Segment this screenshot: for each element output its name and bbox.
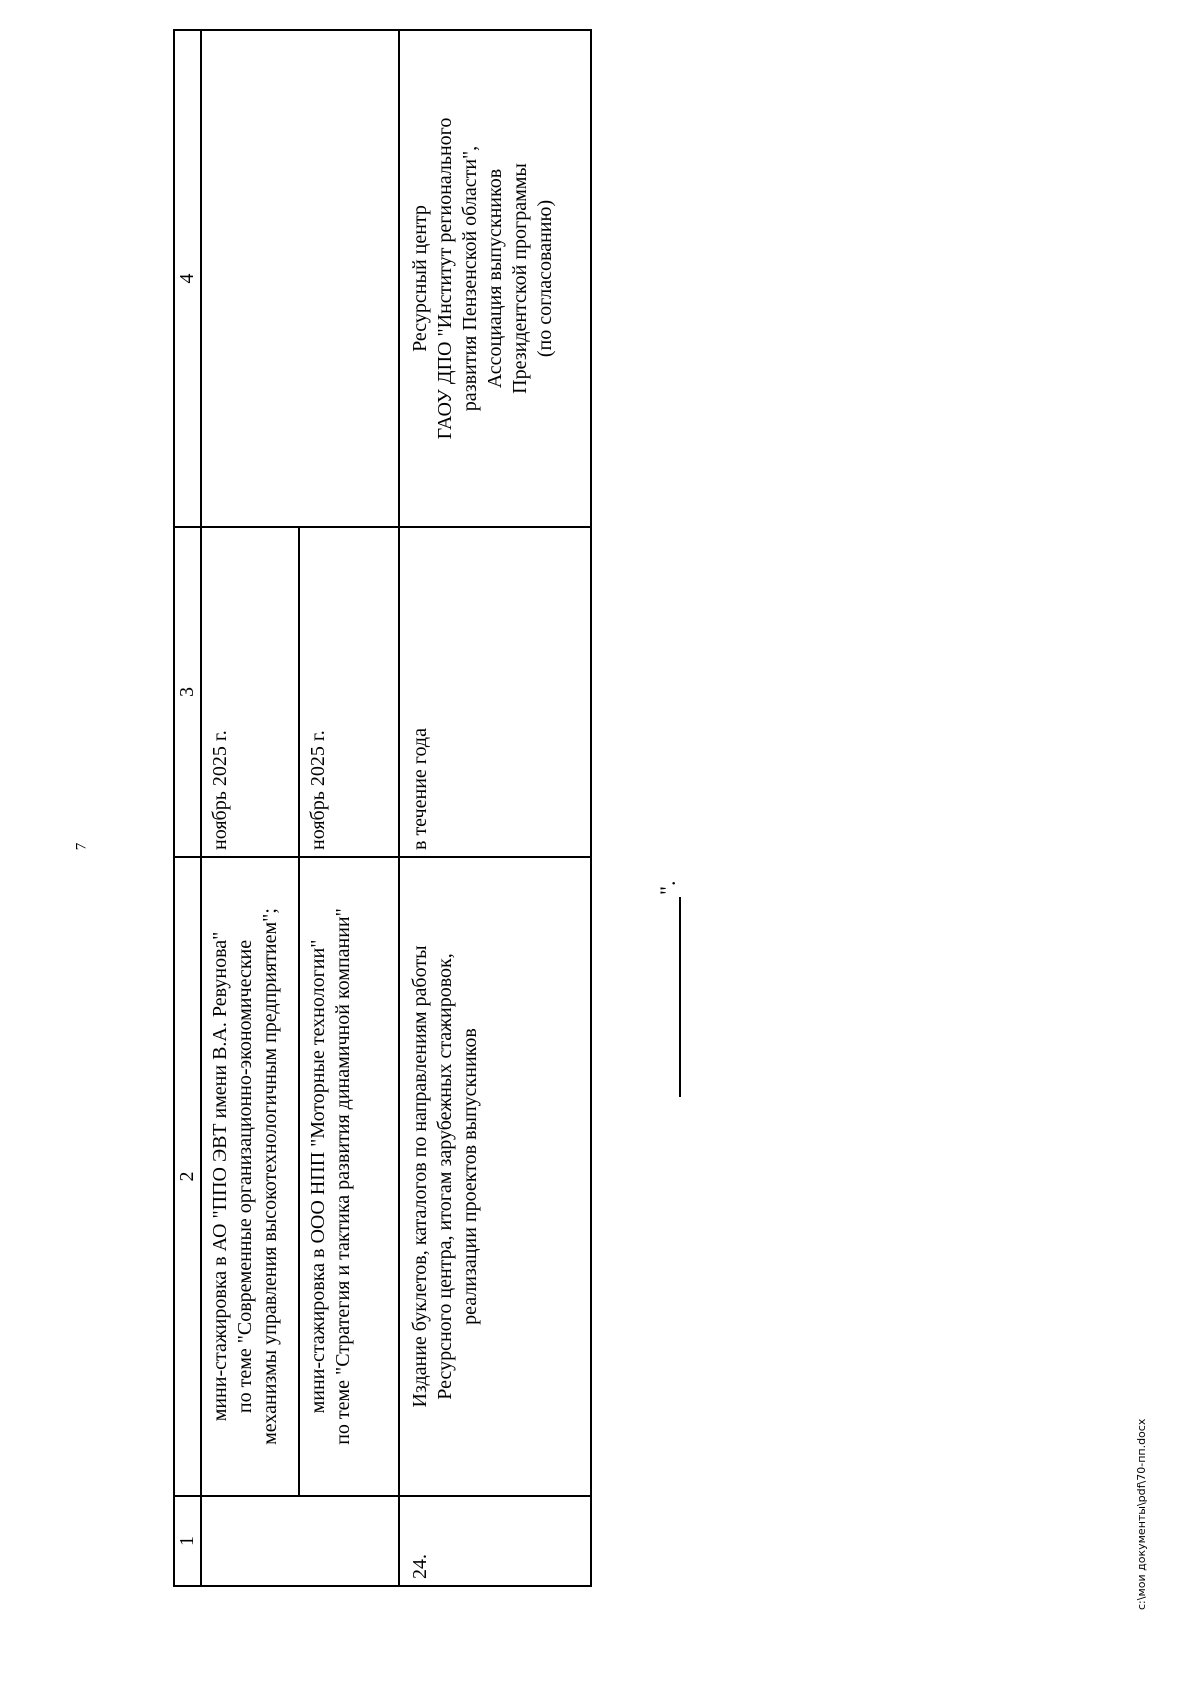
plan-table xyxy=(173,29,592,1587)
date-cell: в течение года xyxy=(399,527,591,857)
footer-file-path: c:\мои документы\pdf\70-пп.docx xyxy=(1135,1418,1148,1610)
header-col-2: 2 xyxy=(174,857,201,1496)
activity-line: Ресурсного центра, итогам зарубежных стажировок, xyxy=(434,953,456,1400)
activity-line: реализации проектов выпускников xyxy=(459,1028,481,1325)
executor-cell xyxy=(399,30,591,527)
executor-line: развития Пензенской области", xyxy=(459,145,481,412)
header-col-1: 1 xyxy=(174,1496,201,1586)
activity-line: по теме "Стратегия и тактика развития динамичной компании" xyxy=(332,908,354,1445)
executor-line: ГАОУ ДПО "Институт регионального xyxy=(434,117,456,440)
activity-line: мини-стажировка в ООО НПП "Моторные технологии" xyxy=(307,939,329,1414)
table-header-row xyxy=(174,30,201,1586)
closing-line xyxy=(655,881,681,1097)
activity-line: Издание буклетов, каталогов по направлениям работы xyxy=(409,945,431,1408)
signature-rule xyxy=(661,897,681,1097)
table-row xyxy=(201,30,299,1586)
executor-line: Ресурсный центр xyxy=(409,205,431,352)
closing-mark: ". xyxy=(655,880,680,895)
activity-cell xyxy=(399,857,591,1496)
activity-line: по теме "Современные организационно-экономические xyxy=(234,939,256,1414)
header-col-3: 3 xyxy=(174,527,201,857)
executor-line: (по согласованию) xyxy=(534,199,556,358)
date-cell: ноябрь 2025 г. xyxy=(201,527,299,857)
executor-line: Ассоциация выпускников xyxy=(484,168,506,389)
date-cell: ноябрь 2025 г. xyxy=(299,527,399,857)
header-col-4: 4 xyxy=(174,30,201,527)
activity-line: мини-стажировка в АО "ППО ЭВТ имени В.А. Ревунова" xyxy=(209,931,231,1422)
executor-line: Президентской программы xyxy=(509,163,531,394)
activity-cell xyxy=(201,857,299,1496)
executor-cell xyxy=(201,30,399,527)
table-row xyxy=(399,30,591,1586)
rotated-sheet xyxy=(173,87,680,1587)
activity-line: механизмы управления высокотехнологичным предприятием"; xyxy=(259,908,281,1445)
row-number-cell xyxy=(201,1496,399,1586)
row-number-cell: 24. xyxy=(399,1496,591,1586)
activity-cell xyxy=(299,857,399,1496)
page-number: 7 xyxy=(73,842,90,851)
